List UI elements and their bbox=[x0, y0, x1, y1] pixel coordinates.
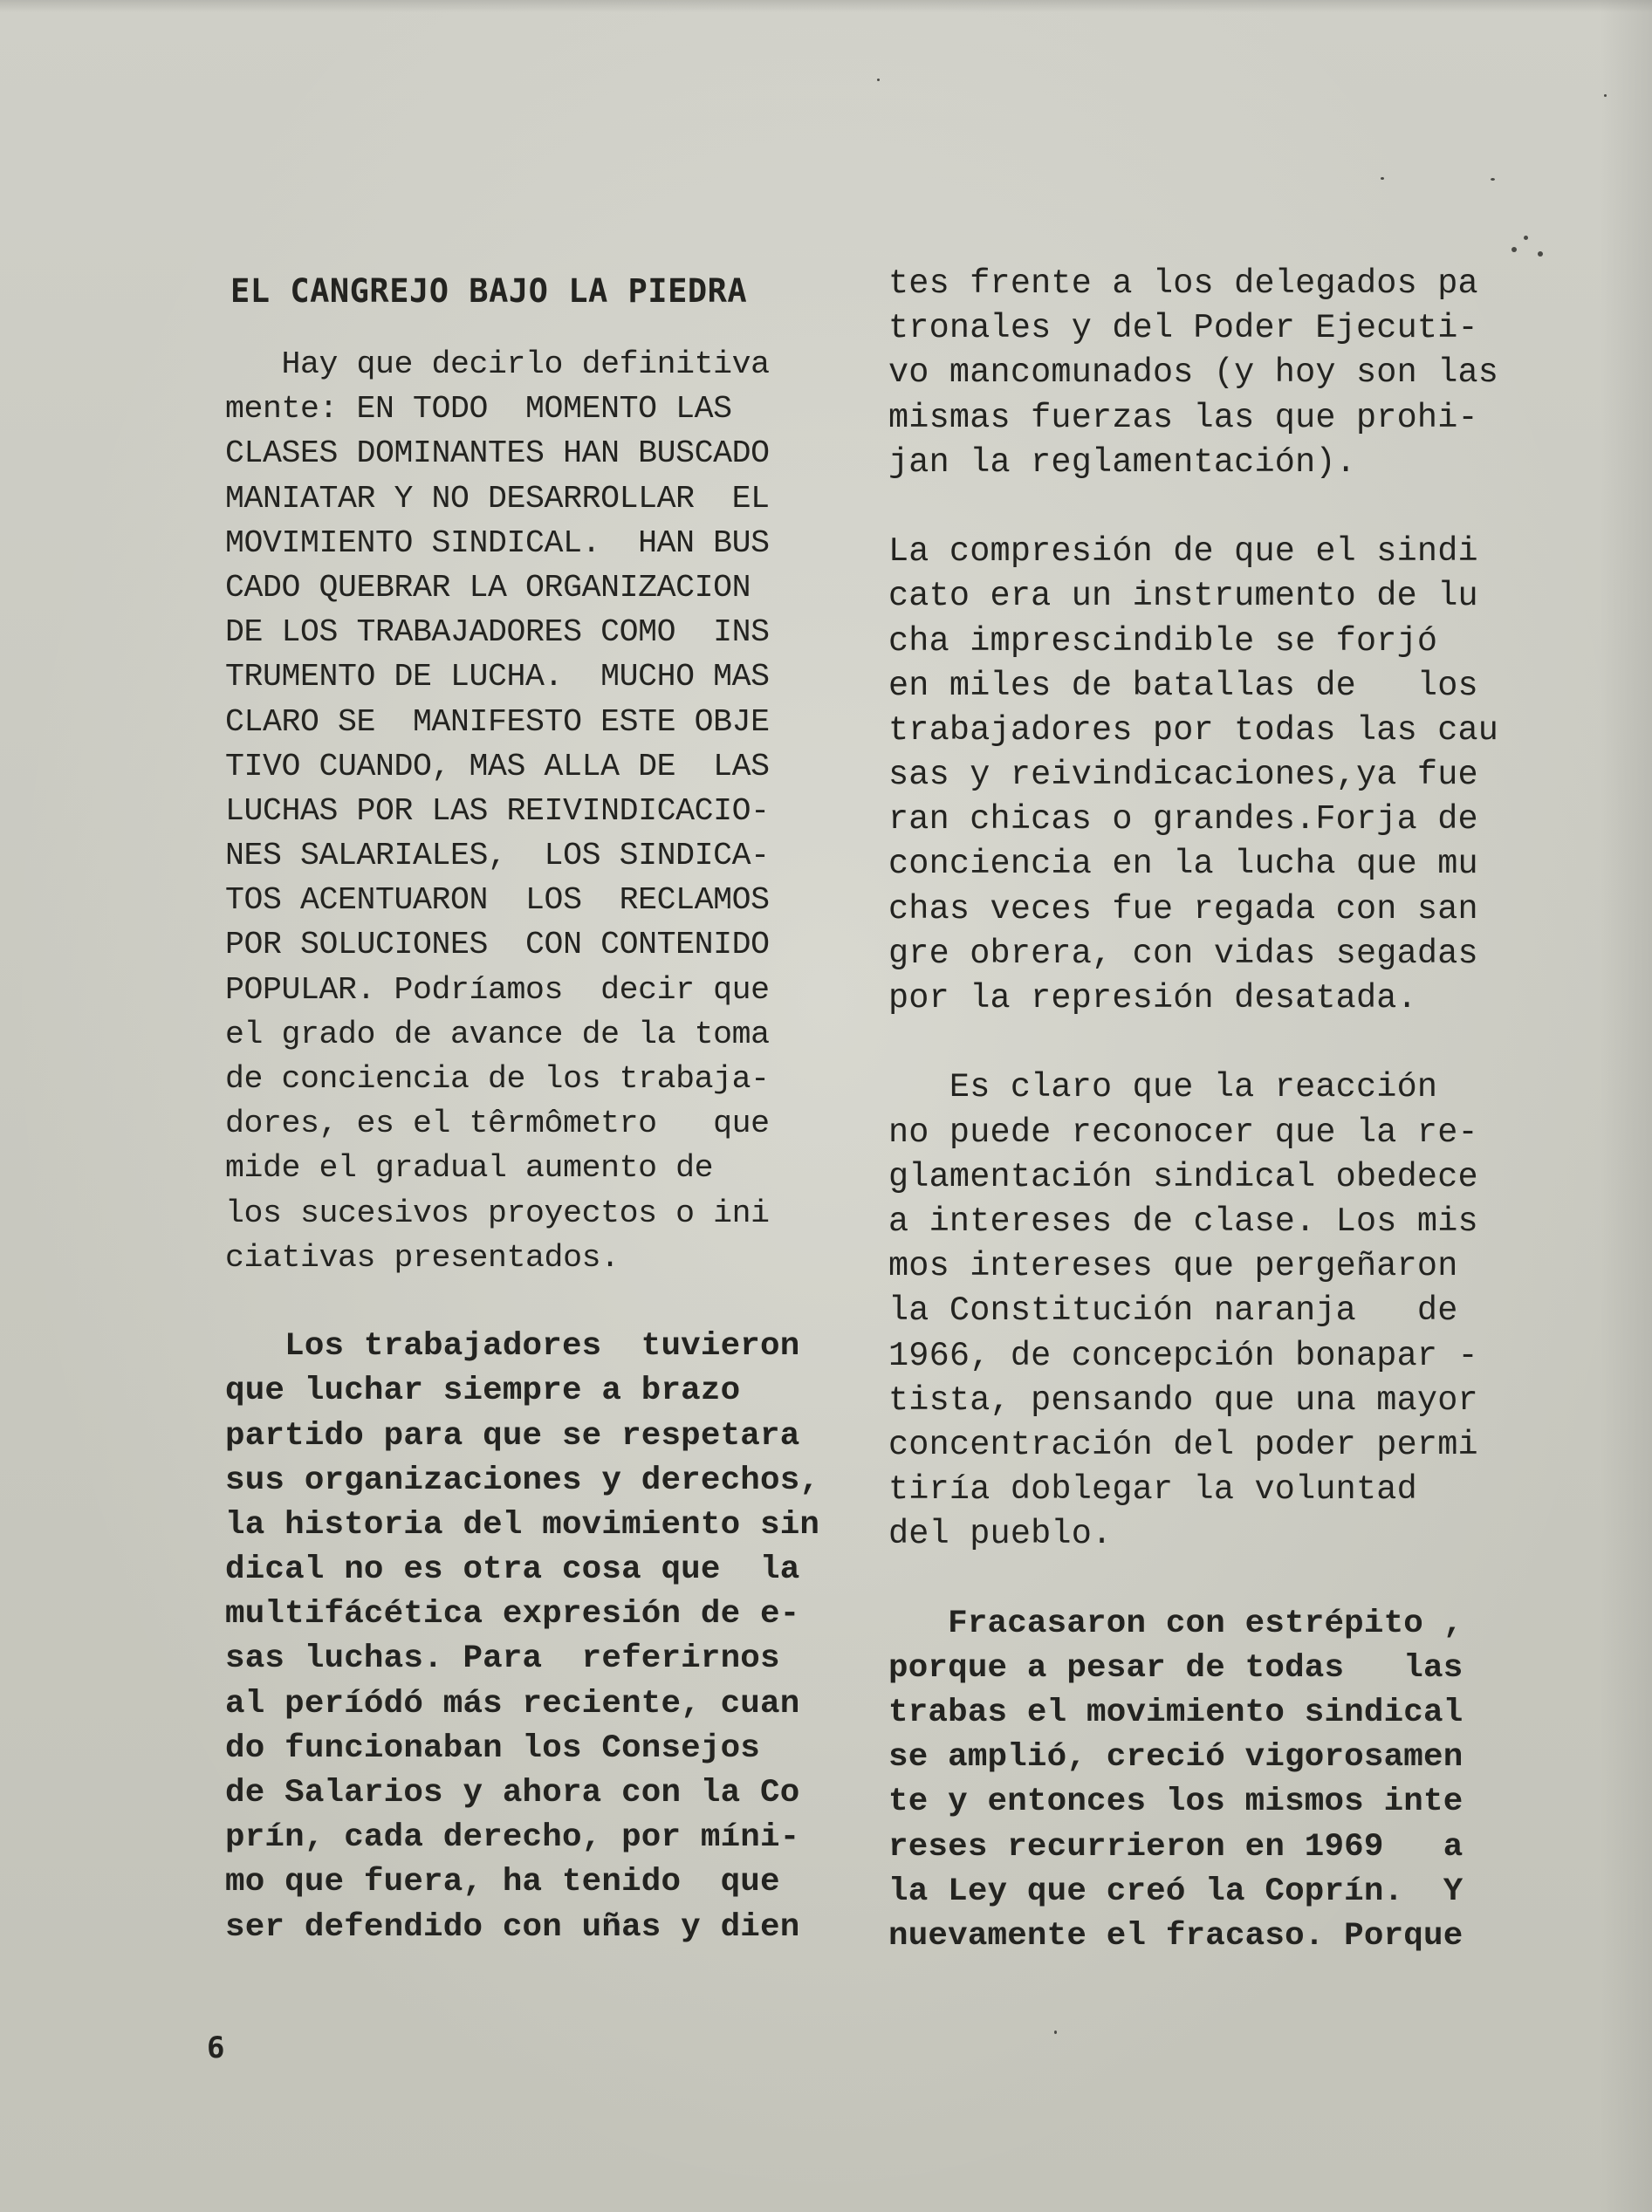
paper-speck bbox=[1381, 177, 1384, 180]
text-line: en miles de batallas de los bbox=[888, 666, 1478, 705]
paper-speck bbox=[877, 79, 880, 81]
text-line: mismas fuerzas las que prohi- bbox=[888, 398, 1478, 437]
text-line: partido para que se respetara bbox=[225, 1417, 800, 1455]
paragraph bbox=[225, 1325, 871, 1950]
text-line: CADO QUEBRAR LA ORGANIZACION bbox=[225, 569, 751, 606]
text-line: CLASES DOMINANTES HAN BUSCADO bbox=[225, 435, 770, 472]
text-line: del pueblo. bbox=[888, 1515, 1113, 1554]
text-line: prín, cada derecho, por míni- bbox=[225, 1819, 800, 1857]
text-line: conciencia en la lucha que mu bbox=[888, 845, 1478, 884]
text-line: de Salarios y ahora con la Co bbox=[225, 1775, 800, 1811]
text-line: POPULAR. Podríamos decir que bbox=[225, 971, 770, 1008]
text-line: DE LOS TRABAJADORES COMO INS bbox=[225, 614, 770, 651]
text-line: sas luchas. Para referirnos bbox=[225, 1640, 780, 1678]
text-line: Fracasaron con estrépito , bbox=[888, 1605, 1463, 1642]
text-line: la Constitución naranja de bbox=[888, 1291, 1458, 1331]
text-line: sus organizaciones y derechos, bbox=[225, 1462, 820, 1499]
text-line: porque a pesar de todas las bbox=[888, 1649, 1463, 1687]
paragraph bbox=[888, 530, 1534, 1021]
text-line: te y entonces los mismos inte bbox=[888, 1784, 1463, 1821]
text-line: gre obrera, con vidas segadas bbox=[888, 934, 1478, 973]
paragraph bbox=[888, 1065, 1534, 1557]
paragraph bbox=[888, 262, 1534, 485]
text-line: a intereses de clase. Los mis bbox=[888, 1202, 1478, 1241]
paper-speck bbox=[1054, 2031, 1057, 2034]
text-line: dores, es el têrmômetro que bbox=[225, 1106, 770, 1142]
text-line: mide el gradual aumento de bbox=[225, 1150, 714, 1187]
text-line: nuevamente el fracaso. Porque bbox=[888, 1917, 1463, 1955]
text-line: chas veces fue regada con san bbox=[888, 889, 1478, 928]
text-line: 1966, de concepción bonapar - bbox=[888, 1336, 1478, 1375]
paper-speck bbox=[1511, 247, 1517, 252]
text-line: mos intereses que pergeñaron bbox=[888, 1247, 1458, 1286]
text-line: tiría doblegar la voluntad bbox=[888, 1470, 1417, 1510]
text-line: de conciencia de los trabaja- bbox=[225, 1061, 770, 1097]
text-line: concentración del poder permi bbox=[888, 1425, 1478, 1464]
text-line: Hay que decirlo definitiva bbox=[225, 346, 770, 382]
text-line: la historia del movimiento sin bbox=[225, 1506, 820, 1544]
text-line: TRUMENTO DE LUCHA. MUCHO MAS bbox=[225, 659, 770, 695]
text-line: vo mancomunados (y hoy son las bbox=[888, 353, 1499, 393]
text-line: Es claro que la reacción bbox=[888, 1068, 1438, 1107]
text-line: tronales y del Poder Ejecuti- bbox=[888, 309, 1478, 348]
text-line: TOS ACENTUARON LOS RECLAMOS bbox=[225, 882, 770, 919]
paper-speck bbox=[1524, 236, 1528, 240]
text-line: POR SOLUCIONES CON CONTENIDO bbox=[225, 927, 770, 963]
text-line: multifácética expresión de e- bbox=[225, 1596, 800, 1633]
text-line: dical no es otra cosa que la bbox=[225, 1551, 800, 1589]
text-line: ran chicas o grandes.Forja de bbox=[888, 800, 1478, 839]
text-line: que luchar siempre a brazo bbox=[225, 1373, 741, 1410]
text-line: la Ley que creó la Coprín. Y bbox=[888, 1873, 1463, 1910]
text-line: La compresión de que el sindi bbox=[888, 532, 1478, 572]
text-line: glamentación sindical obedece bbox=[888, 1157, 1478, 1196]
page-edge-shadow bbox=[1600, 0, 1652, 2212]
text-line: no puede reconocer que la re- bbox=[888, 1113, 1478, 1152]
text-line: los sucesivos proyectos o ini bbox=[225, 1195, 770, 1231]
text-line: CLARO SE MANIFESTO ESTE OBJE bbox=[225, 703, 770, 740]
article-title: EL CANGREJO BAJO LA PIEDRA bbox=[230, 272, 748, 310]
paper-speck bbox=[1604, 94, 1607, 97]
text-line: TIVO CUANDO, MAS ALLA DE LAS bbox=[225, 748, 770, 784]
text-line: ciativas presentados. bbox=[225, 1239, 620, 1276]
text-line: reses recurrieron en 1969 a bbox=[888, 1828, 1463, 1866]
paragraph bbox=[225, 342, 871, 1280]
text-line: NES SALARIALES, LOS SINDICA- bbox=[225, 838, 770, 874]
text-line: Los trabajadores tuvieron bbox=[225, 1328, 800, 1366]
text-line: se amplió, creció vigorosamen bbox=[888, 1739, 1463, 1777]
text-line: tista, pensando que una mayor bbox=[888, 1380, 1478, 1420]
text-line: LUCHAS POR LAS REIVINDICACIO- bbox=[225, 792, 770, 829]
page-number: 6 bbox=[207, 2031, 225, 2065]
text-line: trabajadores por todas las cau bbox=[888, 710, 1499, 750]
text-line: mente: EN TODO MOMENTO LAS bbox=[225, 391, 732, 428]
text-line: al períódó más reciente, cuan bbox=[225, 1685, 800, 1722]
text-line: por la represión desatada. bbox=[888, 979, 1417, 1017]
text-line: MANIATAR Y NO DESARROLLAR EL bbox=[225, 480, 770, 517]
page-edge-shadow bbox=[0, 0, 1652, 12]
text-line: tes frente a los delegados pa bbox=[888, 264, 1478, 303]
paper-speck bbox=[1491, 178, 1495, 181]
text-line: cha imprescindible se forjó bbox=[888, 621, 1438, 661]
left-column bbox=[225, 262, 871, 1995]
text-line: el grado de avance de la toma bbox=[225, 1016, 770, 1052]
text-line: trabas el movimiento sindical bbox=[888, 1695, 1463, 1731]
text-line: ser defendido con uñas y dien bbox=[225, 1908, 800, 1946]
text-line: mo que fuera, ha tenido que bbox=[225, 1864, 780, 1901]
paper-speck bbox=[1538, 251, 1543, 257]
text-line: MOVIMIENTO SINDICAL. HAN BUS bbox=[225, 524, 770, 561]
paragraph bbox=[888, 1602, 1534, 1960]
right-column bbox=[888, 262, 1534, 2003]
text-line: jan la reglamentación). bbox=[888, 442, 1356, 482]
text-line: cato era un instrumento de lu bbox=[888, 577, 1478, 616]
text-line: sas y reivindicaciones,ya fue bbox=[888, 756, 1478, 795]
text-line: do funcionaban los Consejos bbox=[225, 1729, 760, 1767]
